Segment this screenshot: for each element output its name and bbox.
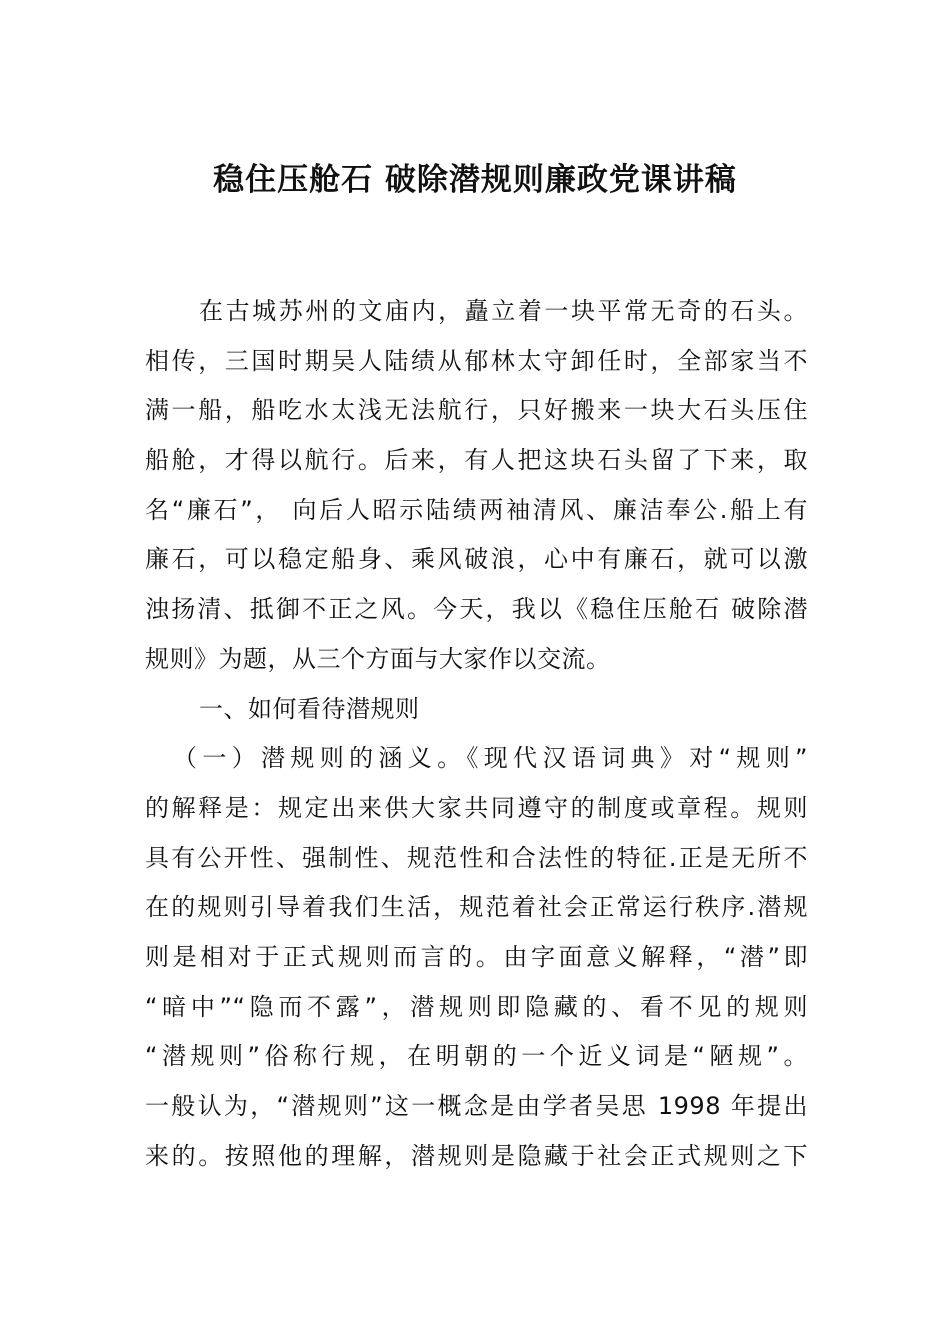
paragraph-line: 名“廉石”， 向后人昭示陆绩两袖清风、廉洁奉公.船上有 [145, 495, 808, 524]
paragraph-line: 在古城苏州的文庙内，矗立着一块平常无奇的石头。 [199, 297, 808, 325]
paragraph-line: “潜规则”俗称行规，在明朝的一个近义词是“陋规”。 [145, 1042, 808, 1071]
document-body [145, 287, 808, 1181]
paragraph-line: 浊扬清、抵御不正之风。今天，我以《稳住压舱石 破除潜 [145, 595, 808, 624]
paragraph-line: 一般认为，“潜规则”这一概念是由学者吴思 1998 年提出 [145, 1092, 808, 1120]
paragraph-line: 来的。按照他的理解，潜规则是隐藏于社会正式规则之下 [145, 1141, 808, 1170]
paragraph-line: 相传，三国时期吴人陆绩从郁林太守卸任时，全部家当不 [145, 346, 808, 375]
document-title: 稳住压舱石 破除潜规则廉政党课讲稿 [213, 162, 737, 198]
paragraph-line: 在的规则引导着我们生活，规范着社会正常运行秩序.潜规 [145, 893, 808, 922]
paragraph-line: “暗中”“隐而不露”，潜规则即隐藏的、看不见的规则 [145, 992, 808, 1021]
paragraph-line: 满一船，船吃水太浅无法航行，只好搬来一块大石头压住 [145, 396, 808, 425]
paragraph-line: 廉石，可以稳定船身、乘风破浪，心中有廉石，就可以激 [145, 545, 808, 574]
paragraph-line: 规则》为题，从三个方面与大家作以交流。 [145, 644, 611, 673]
section-heading: 一、如何看待潜规则 [199, 694, 420, 723]
paragraph-line: 具有公开性、强制性、规范性和合法性的特征.正是无所不 [145, 843, 808, 872]
paragraph-line: 船舱，才得以航行。后来，有人把这块石头留了下来，取 [145, 446, 808, 475]
paragraph-line: 则是相对于正式规则而言的。由字面意义解释，“潜”即 [145, 942, 808, 971]
paragraph-line: （一）潜规则的涵义。《现代汉语词典》对“规则” [173, 744, 808, 773]
paragraph-line: 的解释是：规定出来供大家共同遵守的制度或章程。规则 [145, 793, 808, 822]
